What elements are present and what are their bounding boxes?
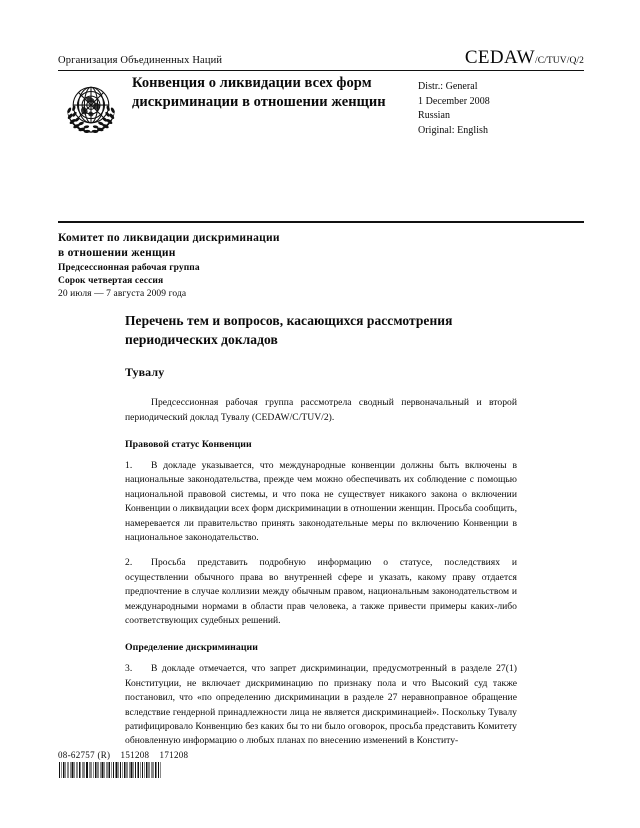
convention-title: Конвенция о ликвидации всех форм дискриминации в отношении женщин [132,75,386,111]
distribution-type: Distr.: General [418,81,478,92]
section-divider [58,221,584,223]
paragraph-number: 3. [125,663,133,675]
document-body [125,312,517,760]
lead-paragraph: Предсессионная рабочая группа рассмотрела сводный первоначальный и второй периодический доклад Тувалу (CEDAW/C/TUV/2). [125,397,517,423]
paragraph-3 [125,662,517,748]
session-number: Сорок четвертая сессия [58,275,164,286]
document-symbol-suffix: /C/TUV/Q/2 [534,56,584,66]
title-row [58,70,584,142]
document-symbol [465,48,584,67]
section-heading-legal-status: Правовой статус Конвенции [125,439,252,451]
paragraph-number: 1. [125,460,133,472]
paragraph-2 [125,556,517,628]
un-emblem-icon [58,76,124,142]
country-name: Тувалу [125,365,165,380]
paragraph-text: Просьба представить подробную информацию о статусе, последствиях и осуществлении обычного права во внутренней сфере и указать, какому праву отдается предпочтение в случае коллизии между обычным правом, национальным законодательством и международными нормами в области прав человека, а также привести примеры каких-либо соответствующих судебных решений. [125,557,517,626]
working-group: Предсессионная рабочая группа [58,262,200,273]
footer [58,750,358,778]
document-language: Russian [418,110,451,122]
paragraph-text: В докладе отмечается, что запрет дискриминации, предусмотренный в разделе 27(1) Конституции, не включает дискриминацию по признаку пола и что Высокий суд также постановил, что «по определению дискриминации в разделе 27 неравноправное обращение вследствие гендерной принадлежности лица не является дискриминацией». Поскольку Тувалу ратифицировало Конвенцию без каких бы то ни было оговорок, просьба представить Комитету обновленную информацию о любых планах по внесению изменений в Конститу- [125,663,517,747]
document-date: 1 December 2008 [418,95,490,107]
organization-name: Организация Объединенных Наций [58,55,223,67]
original-language: Original: English [418,125,489,137]
committee-name-line1: Комитет по ликвидации дискриминации [58,232,280,244]
masthead [58,48,584,71]
masthead-top-row [58,48,584,69]
session-dates: 20 июля — 7 августа 2009 года [58,288,187,299]
document-symbol-main: CEDAW [464,47,535,68]
distribution-block [418,80,490,139]
paragraph-number: 2. [125,557,133,569]
committee-name-line2: в отношении женщин [58,247,176,260]
page-title: Перечень тем и вопросов, касающихся рассмотрения периодических докладов [125,313,453,347]
committee-block [58,231,458,301]
paragraph-1 [125,459,517,545]
barcode-icon [58,762,162,778]
paragraph-text: В докладе указывается, что международные конвенции должны быть включены в национальные законодательства, прежде чем можно обеспечивать их соблюдение с помощью национальной правовой системы, и что пока не существует никакого закона о включении Конвенции о ликвидации всех форм дискриминации в отношении женщин. Просьба сообщить, намеревается ли правительство принять законодательные меры по включению Конвенции в национальное законодательство. [125,460,517,543]
job-number: 08-62757 (R) 151208 171208 [58,750,189,760]
section-heading-definition-discrimination: Определение дискриминации [125,642,258,654]
